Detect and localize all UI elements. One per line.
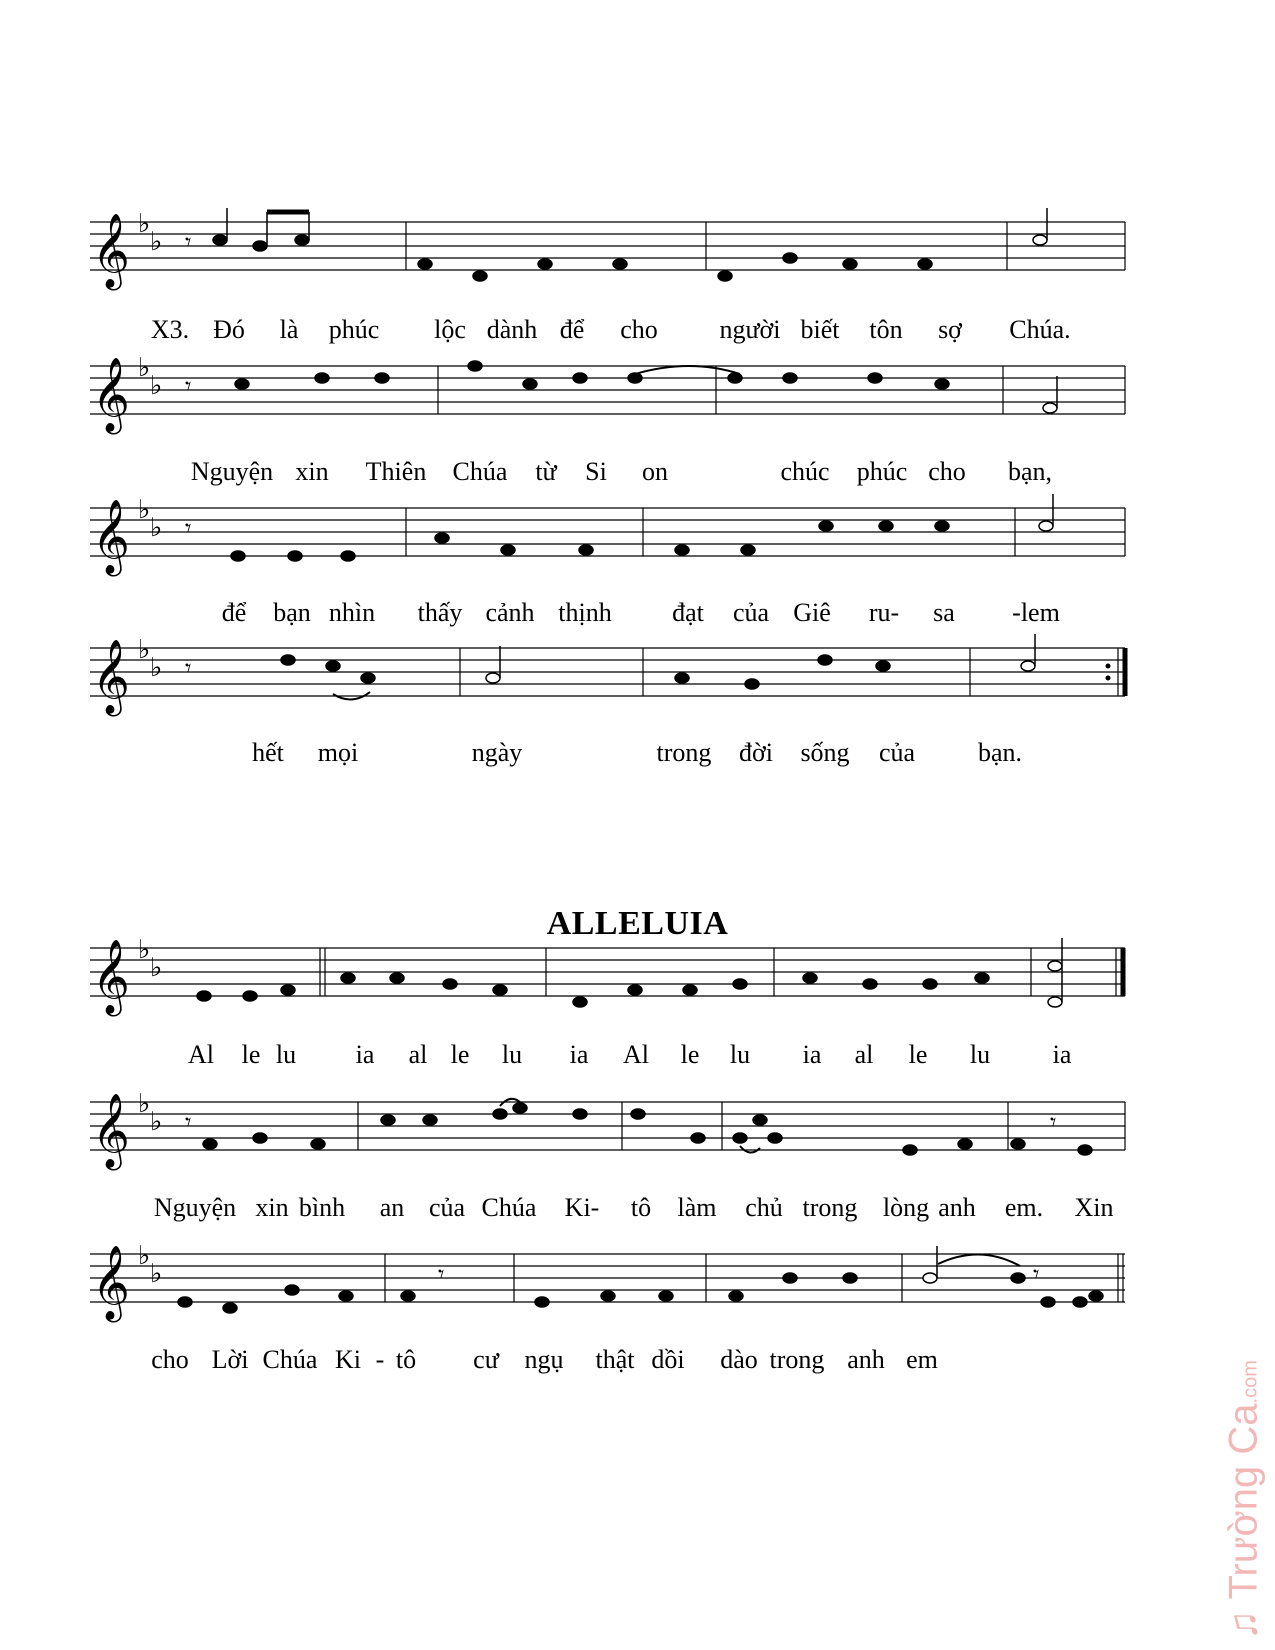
lyric-word: dào [720,1345,758,1374]
staff-system-verse-4 [90,635,1180,714]
music-staff [90,209,1130,302]
svg-text:♭: ♭ [150,371,163,401]
svg-text:𝄞: 𝄞 [92,1246,130,1320]
lyric-word: để [221,598,247,627]
lyric-word: biết [800,315,840,344]
lyric-word: người [719,315,781,344]
lyric-word: le [450,1040,470,1069]
lyric-word: bình [298,1193,346,1222]
lyric-word: Al [623,1040,649,1069]
lyric-word: để [559,315,585,344]
svg-text:♭: ♭ [138,1089,151,1119]
svg-text:♭: ♭ [150,1107,163,1137]
lyric-word: thật [595,1345,635,1374]
lyric-word: làm [677,1193,717,1222]
lyric-word: cho [151,1345,189,1374]
lyric-word: Giê [793,598,831,627]
lyric-word: le [908,1040,928,1069]
lyric-word: sợ [938,315,962,344]
treble-clef-icon [92,1246,130,1323]
lyric-word: em [906,1345,938,1374]
lyric-word: al [854,1040,874,1069]
lyric-word: Si [585,457,607,486]
lyric-word: đời [739,738,773,767]
lyric-word: cảnh [485,598,535,627]
svg-text:𝄾: 𝄾 [438,1260,445,1288]
treble-clef-icon [92,640,130,717]
staff-system-verse-1 [90,209,1180,288]
svg-text:𝄾: 𝄾 [1050,1108,1057,1136]
lyric-word: Nguyện [153,1193,237,1222]
svg-text:𝄞: 𝄞 [92,940,130,1014]
key-signature-flats-icon [138,1089,162,1137]
music-staff [90,495,1130,588]
key-signature-flats-icon [138,495,162,543]
treble-clef-icon [92,358,130,435]
lyric-word: nhìn [328,598,376,627]
svg-text:♭: ♭ [138,1241,151,1271]
svg-text:♭: ♭ [138,935,151,965]
lyric-word: tô [630,1193,652,1222]
lyric-word: Ki [335,1345,361,1374]
treble-clef-icon [92,1094,130,1171]
svg-text:𝄞: 𝄞 [92,214,130,288]
lyric-word: mọi [317,738,359,767]
svg-text:♭: ♭ [150,227,163,257]
svg-text:♭: ♭ [150,953,163,983]
lyric-word: bạn [273,598,311,627]
lyric-word: Chúa [452,457,508,486]
lyric-word: cho [928,457,966,486]
lyric-word: Đó [213,315,245,344]
lyric-word: cho [620,315,658,344]
staff-system-alleluia-2 [90,1089,1180,1168]
svg-text:𝄾: 𝄾 [185,1108,192,1136]
lyric-word: - [375,1345,385,1374]
lyric-word: -lem [1012,598,1060,627]
lyric-word: ngày [471,738,523,767]
lyric-word: anh [938,1193,976,1222]
lyric-word: ngụ [524,1345,564,1374]
svg-text:𝄾: 𝄾 [1033,1260,1040,1288]
lyric-word: lộc [434,315,466,344]
lyric-word: an [379,1193,405,1222]
staff-system-verse-3 [90,495,1180,574]
lyric-word: xin [295,457,329,486]
lyric-word: lu [501,1040,523,1069]
lyric-word: Chúa. [1009,315,1071,344]
lyric-word: Nguyện [190,457,274,486]
key-signature-flats-icon [138,353,162,401]
music-staff [90,353,1130,446]
lyric-word: trong [769,1345,825,1374]
treble-clef-icon [92,214,130,291]
key-signature-flats-icon [138,209,162,257]
watermark-brand: Trường Ca [1221,1403,1266,1600]
svg-text:𝄾: 𝄾 [185,228,192,256]
lyric-word: lòng [882,1193,930,1222]
lyric-word: sa [933,598,955,627]
lyric-word: Al [188,1040,214,1069]
svg-text:♭: ♭ [138,635,151,665]
key-signature-flats-icon [138,1241,162,1289]
lyric-word: ru- [868,598,900,627]
svg-text:♭: ♭ [150,513,163,543]
staff-system-alleluia-3 [90,1241,1180,1320]
svg-text:𝄞: 𝄞 [92,500,130,574]
lyric-word: ia [802,1040,822,1069]
lyric-word: tô [395,1345,417,1374]
lyric-word: al [408,1040,428,1069]
music-note-icon: ♫ [1221,1609,1266,1640]
music-staff [90,635,1130,728]
lyric-word: ia [1052,1040,1072,1069]
lyric-word: trong [802,1193,858,1222]
lyric-word: thịnh [558,598,612,627]
lyric-word: của [878,738,916,767]
svg-text:♭: ♭ [138,353,151,383]
lyric-word: Thiên [365,457,427,486]
svg-text:𝄾: 𝄾 [185,654,192,682]
lyric-word: xin [255,1193,289,1222]
lyric-word: X3. [150,315,190,344]
lyric-word: từ [535,457,557,486]
lyric-word: Chúa [262,1345,318,1374]
lyric-word: Chúa [481,1193,537,1222]
svg-text:𝄞: 𝄞 [92,640,130,714]
svg-text:𝄾: 𝄾 [185,514,192,542]
lyric-word: ia [355,1040,375,1069]
lyric-word: của [732,598,770,627]
svg-text:♭: ♭ [150,653,163,683]
lyric-word: đạt [672,598,704,627]
lyric-word: chủ [745,1193,783,1222]
lyric-word: là [279,315,299,344]
lyric-word: lu [729,1040,751,1069]
lyric-word: của [428,1193,466,1222]
lyric-word: ia [569,1040,589,1069]
lyric-word: Ki- [564,1193,600,1222]
key-signature-flats-icon [138,635,162,683]
lyric-word: chúc [780,457,830,486]
music-staff [90,935,1130,1028]
svg-text:♭: ♭ [138,495,151,525]
lyric-word: anh [847,1345,885,1374]
lyric-word: phúc [856,457,908,486]
lyric-word: Lời [211,1345,249,1374]
lyric-word: thấy [417,598,463,627]
staff-system-alleluia-1 [90,935,1180,1014]
music-staff [90,1089,1130,1182]
lyric-word: le [241,1040,261,1069]
lyric-word: cư [473,1345,499,1374]
svg-text:𝄞: 𝄞 [92,1094,130,1168]
lyric-word: bạn. [977,738,1023,767]
lyric-word: on [642,457,668,486]
lyric-word: tôn [869,315,903,344]
staff-system-verse-2 [90,353,1180,432]
lyric-word: bạn, [1007,457,1053,486]
lyric-word: dồi [651,1345,685,1374]
lyric-word: Xin [1074,1193,1114,1222]
svg-text:𝄾: 𝄾 [185,372,192,400]
svg-text:♭: ♭ [150,1259,163,1289]
svg-text:♭: ♭ [138,209,151,239]
lyric-word: dành [486,315,538,344]
lyric-word: lu [275,1040,297,1069]
lyric-word: hết [252,738,284,767]
svg-text:𝄞: 𝄞 [92,358,130,432]
treble-clef-icon [92,500,130,577]
watermark [1219,1350,1269,1650]
lyric-word: trong [656,738,712,767]
watermark-suffix: .com [1239,1360,1262,1404]
lyric-word: le [680,1040,700,1069]
music-staff [90,1241,1130,1334]
lyric-word: em. [1004,1193,1044,1222]
lyric-word: phúc [328,315,380,344]
lyric-word: sống [800,738,850,767]
section-title: ALLELUIA [546,905,729,942]
lyric-word: lu [969,1040,991,1069]
treble-clef-icon [92,940,130,1017]
